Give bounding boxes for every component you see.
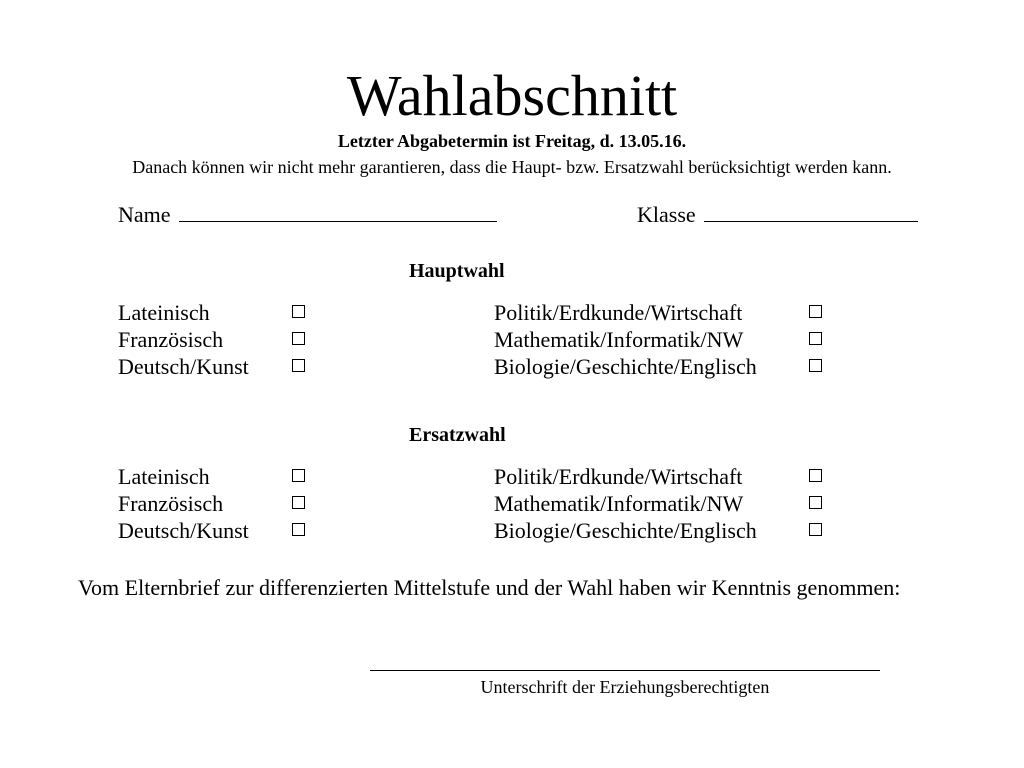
- ersatzwahl-checkbox-latein[interactable]: [292, 469, 305, 482]
- class-field[interactable]: [637, 202, 918, 228]
- hauptwahl-checkbox-mathematik[interactable]: [809, 332, 822, 345]
- ersatzwahl-option-politik: Politik/Erdkunde/Wirtschaft: [494, 464, 743, 489]
- hauptwahl-checkbox-deutsch-kunst[interactable]: [292, 359, 305, 372]
- hauptwahl-checkbox-latein[interactable]: [292, 305, 305, 318]
- ersatzwahl-option-latein: Lateinisch: [118, 464, 210, 489]
- ersatzwahl-checkbox-mathematik[interactable]: [809, 496, 822, 509]
- ersatzwahl-title: Ersatzwahl: [409, 424, 506, 446]
- hauptwahl-checkbox-politik[interactable]: [809, 305, 822, 318]
- hauptwahl-option-politik: Politik/Erdkunde/Wirtschaft: [494, 300, 743, 325]
- hauptwahl-option-mathematik: Mathematik/Informatik/NW: [494, 327, 744, 352]
- hauptwahl-option-biologie: Biologie/Geschichte/Englisch: [494, 354, 757, 379]
- acknowledgement-text: Vom Elternbrief zur differenzierten Mittelstufe und der Wahl haben wir Kenntnis genommen:: [78, 575, 901, 600]
- ersatzwahl-checkbox-biologie[interactable]: [809, 523, 822, 536]
- ersatzwahl-option-franzoesisch: Französisch: [118, 491, 224, 516]
- class-line[interactable]: [704, 203, 918, 222]
- hauptwahl-option-franzoesisch: Französisch: [118, 327, 224, 352]
- name-line[interactable]: [179, 203, 497, 222]
- ersatzwahl-checkbox-franzoesisch[interactable]: [292, 496, 305, 509]
- deadline-notice: Letzter Abgabetermin ist Freitag, d. 13.05.16.: [337, 131, 687, 151]
- hauptwahl-checkbox-franzoesisch[interactable]: [292, 332, 305, 345]
- name-label: Name: [118, 202, 171, 227]
- name-field[interactable]: [118, 202, 497, 228]
- ersatzwahl-checkbox-politik[interactable]: [809, 469, 822, 482]
- ersatzwahl-option-mathematik: Mathematik/Informatik/NW: [494, 491, 744, 516]
- class-label: Klasse: [637, 202, 696, 227]
- signature-line[interactable]: [370, 670, 880, 671]
- ersatzwahl-option-biologie: Biologie/Geschichte/Englisch: [494, 518, 757, 543]
- form-title: Wahlabschnitt: [346, 63, 678, 128]
- hauptwahl-title: Hauptwahl: [409, 260, 505, 282]
- signature-caption: Unterschrift der Erziehungsberechtigten: [480, 677, 770, 697]
- ersatzwahl-option-deutsch-kunst: Deutsch/Kunst: [118, 518, 249, 543]
- hauptwahl-option-latein: Lateinisch: [118, 300, 210, 325]
- hauptwahl-option-deutsch-kunst: Deutsch/Kunst: [118, 354, 249, 379]
- hauptwahl-checkbox-biologie[interactable]: [809, 359, 822, 372]
- deadline-note: Danach können wir nicht mehr garantieren, dass die Haupt- bzw. Ersatzwahl berücksichtigt werden kann.: [132, 157, 892, 177]
- ersatzwahl-checkbox-deutsch-kunst[interactable]: [292, 523, 305, 536]
